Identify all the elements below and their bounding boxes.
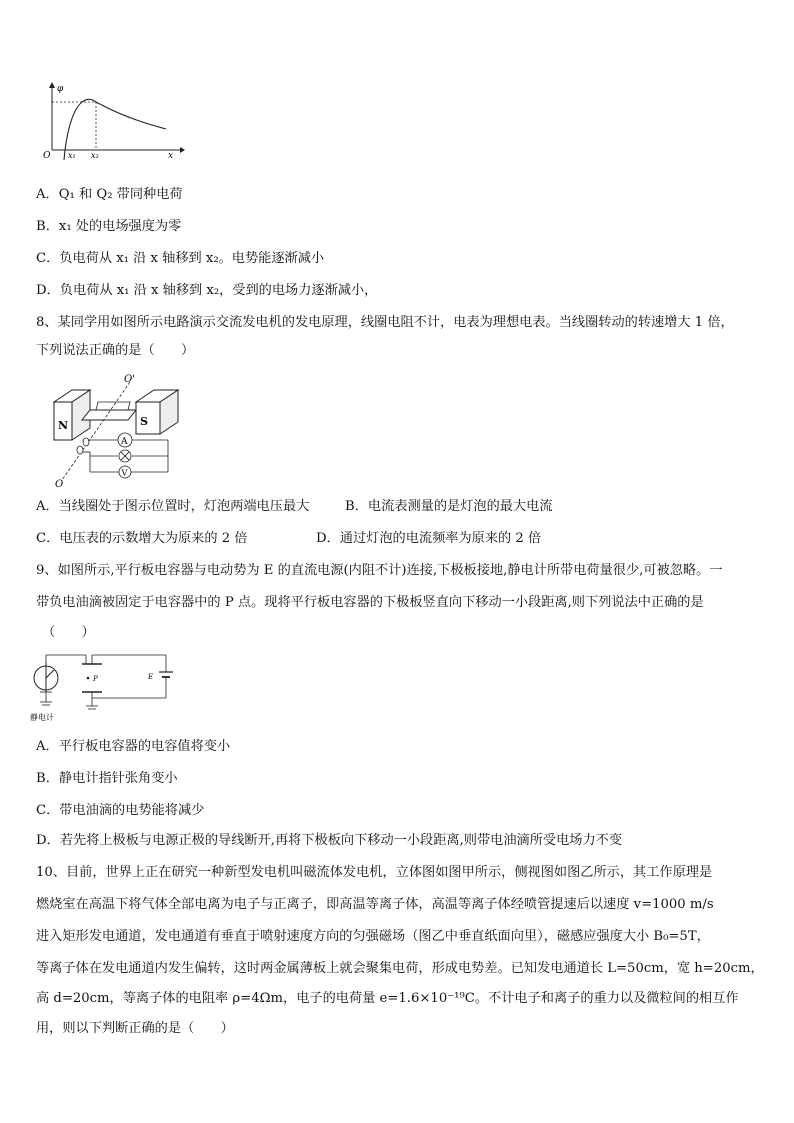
top-axis-label: O' bbox=[124, 374, 135, 385]
oil-drop-icon bbox=[87, 677, 90, 680]
north-pole-label: N bbox=[58, 419, 69, 432]
q9-stem-line1: 9、如图所示,平行板电容器与电动势为 E 的直流电源(内阻不计)连接,下极板接地,静电计所带电荷量很少,可被忽略。一 bbox=[36, 563, 723, 578]
q10-stem-line2: 燃烧室在高温下将气体全部电离为电子与正离子，即高温等离子体，高温等离子体经喷管提速后以速度 v=1000 m/s bbox=[36, 897, 714, 912]
voltmeter-label: V bbox=[121, 468, 128, 478]
x1-label: x₁ bbox=[68, 151, 76, 160]
electrometer-label: 静电计 bbox=[30, 713, 54, 722]
emf-label: E bbox=[148, 673, 154, 681]
q10-stem-line5: 高 d=20cm，等离子体的电阻率 ρ=4Ωm，电子的电荷量 e=1.6×10⁻¹⁹C。不计电子和离子的重力以及微粒间的相互作 bbox=[36, 991, 739, 1006]
q8-stem-line2: 下列说法正确的是（ ） bbox=[36, 343, 195, 358]
x2-label: x₂ bbox=[91, 151, 99, 160]
q9-option-b: B．静电计指针张角变小 bbox=[36, 771, 178, 786]
q7-option-d: D．负电荷从 x₁ 沿 x 轴移到 x₂，受到的电场力逐渐减小， bbox=[36, 283, 378, 298]
q9-option-c: C．带电油滴的电势能将减少 bbox=[36, 803, 205, 818]
q7-option-b: B．x₁ 处的电场强度为零 bbox=[36, 219, 182, 234]
q9-stem-line2: 带负电油滴被固定于电容器中的 P 点。现将平行板电容器的下极板竖直向下移动一小段距离,则下列说法中正确的是 bbox=[36, 595, 704, 610]
q8-option-c: C．电压表的示数增大为原来的 2 倍 bbox=[36, 531, 248, 546]
q8-option-d: D．通过灯泡的电流频率为原来的 2 倍 bbox=[316, 531, 542, 546]
point-p-label: P bbox=[93, 675, 98, 683]
origin-label: O bbox=[43, 151, 51, 160]
y-axis-label: φ bbox=[57, 84, 64, 94]
q10-stem-line4: 等离子体在发电通道内发生偏转，这时两金属薄板上就会聚集电荷，形成电势差。已知发电通道长 L=50cm，宽 h=20cm， bbox=[36, 961, 764, 976]
q7-option-a: A．Q₁ 和 Q₂ 带同种电荷 bbox=[36, 187, 183, 202]
bottom-axis-label: O bbox=[55, 479, 64, 490]
q9-stem-line3: （ ） bbox=[42, 625, 95, 640]
q10-stem-line6: 用，则以下判断正确的是（ ） bbox=[36, 1021, 234, 1036]
q7-option-c: C．负电荷从 x₁ 沿 x 轴移到 x₂。电势能逐渐减小 bbox=[36, 251, 325, 266]
south-pole-label: S bbox=[140, 415, 148, 428]
q9-option-d: D．若先将上极板与电源正极的导线断开,再将下极板向下移动一小段距离,则带电油滴所受电场力不变 bbox=[36, 833, 623, 848]
capacitor-diagram bbox=[28, 652, 178, 724]
ammeter-label: A bbox=[121, 437, 128, 447]
q8-stem-line1: 8、某同学用如图所示电路演示交流发电机的发电原理，线圈电阻不计，电表为理想电表。当线圈转动的转速增大 1 倍， bbox=[36, 315, 734, 330]
generator-diagram bbox=[50, 372, 185, 490]
x-axis-label: x bbox=[168, 151, 174, 160]
q10-stem-line1: 10、目前，世界上正在研究一种新型发电机叫磁流体发电机，立体图如图甲所示，侧视图如图乙所示，其工作原理是 bbox=[36, 865, 713, 880]
q8-option-a: A．当线圈处于图示位置时，灯泡两端电压最大 bbox=[36, 499, 310, 514]
q8-option-b: B．电流表测量的是灯泡的最大电流 bbox=[345, 499, 553, 514]
q10-stem-line3: 进入矩形发电通道，发电通道有垂直于喷射速度方向的匀强磁场（图乙中垂直纸面向里），磁感应强度大小 B₀=5T， bbox=[36, 929, 710, 944]
q9-option-a: A．平行板电容器的电容值将变小 bbox=[36, 739, 231, 754]
potential-graph bbox=[40, 80, 185, 160]
